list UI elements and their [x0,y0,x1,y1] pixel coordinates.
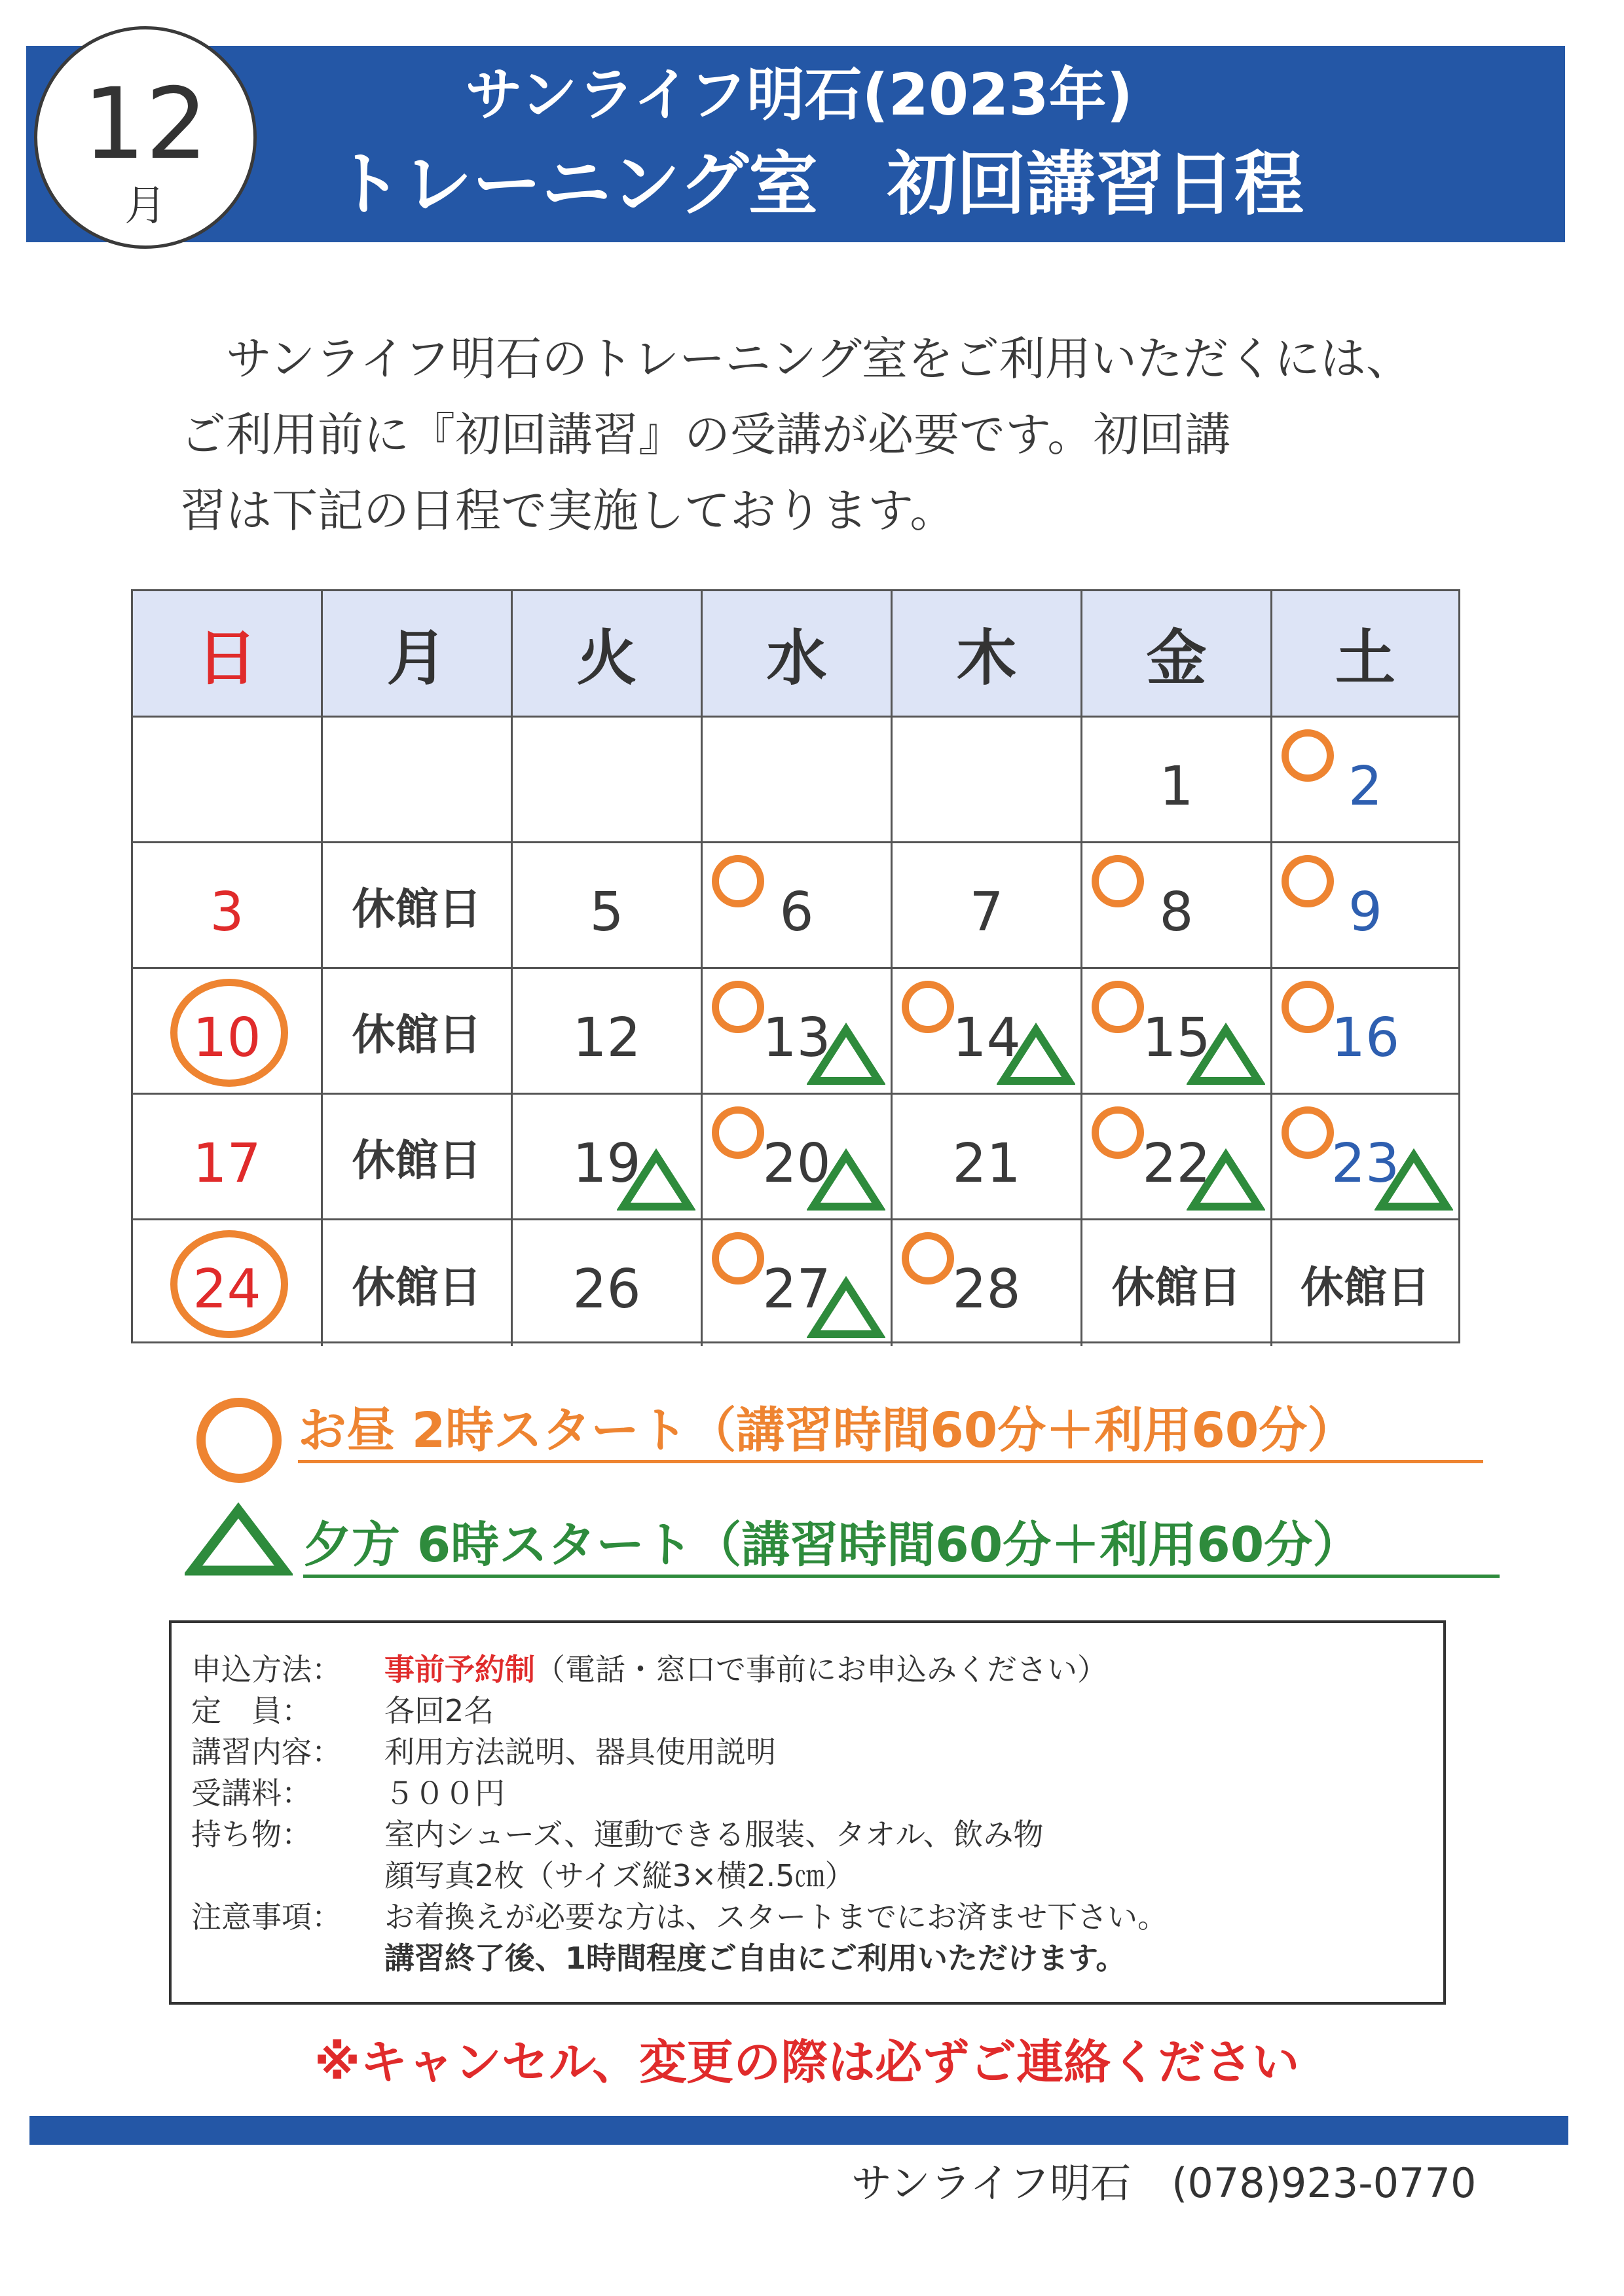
schedule-calendar [131,589,1460,1343]
footer-contact: サンライフ明石 (078)923-0770 [851,2159,1477,2207]
calendar-day [323,843,513,969]
green-triangle-icon [807,1275,885,1341]
footer-banner [29,2116,1568,2145]
green-triangle-icon [807,1148,885,1213]
day-number: 2 [1348,756,1383,818]
apply-method: 事前予約制 [384,1652,535,1687]
calendar-day [513,1220,703,1346]
weekday-header [133,591,323,718]
capacity-value: 各回2名 [384,1693,494,1728]
fee-label: 受講料： [191,1776,312,1811]
calendar-day [703,1095,893,1220]
calendar-day [1272,1095,1458,1220]
green-triangle-icon [185,1503,293,1578]
apply-label: 申込方法： [191,1652,342,1687]
day-number: 27 [762,1258,831,1321]
apply-value [384,1649,1107,1690]
day-number: 13 [762,1007,831,1069]
closed-day-label: 休館日 [352,884,482,934]
month-unit: 月 [124,182,166,230]
page-title-line1: サンライフ明石(2023年) [465,61,1133,128]
calendar-day [1082,1095,1272,1220]
calendar-day [133,969,323,1095]
weekday-header [1082,591,1272,718]
weekday-header [1272,591,1458,718]
calendar-day [323,1220,513,1346]
calendar-day [893,1095,1082,1220]
day-number: 17 [193,1133,261,1195]
closed-day-label: 休館日 [352,1262,482,1313]
legend-afternoon: お昼 2時スタート（講習時間60分＋利用60分） [298,1401,1483,1463]
calendar-day [513,843,703,969]
day-number: 3 [210,881,244,943]
calendar-day [323,718,513,843]
day-number: 7 [969,881,1004,943]
cancel-notice: ※キャンセル、変更の際は必ずご連絡ください [314,2035,1300,2090]
calendar-day [1272,718,1458,843]
green-triangle-icon [807,1022,885,1087]
weekday-header [893,591,1082,718]
calendar-day [703,969,893,1095]
green-triangle-icon [1187,1148,1265,1213]
weekday-label: 月 [386,623,447,693]
closed-day-label: 休館日 [352,1135,482,1186]
weekday-label: 水 [766,623,827,693]
weekday-label: 木 [956,623,1017,693]
day-number: 14 [952,1007,1021,1069]
intro-line: 習は下記の日程で実施しております。 [180,484,956,538]
day-number: 6 [779,881,814,943]
green-triangle-icon [1187,1022,1265,1087]
intro-line: サンライフ明石のトレーニング室をご利用いただくには、 [180,332,1412,386]
calendar-day [893,718,1082,843]
calendar-day [513,1095,703,1220]
day-number: 28 [952,1258,1021,1321]
calendar-day [703,718,893,843]
calendar-day [513,969,703,1095]
month-badge [34,26,257,249]
capacity-label: 定 員： [191,1693,312,1728]
intro-paragraph [180,321,1424,549]
calendar-day [1082,718,1272,843]
calendar-day [703,1220,893,1346]
day-number: 21 [952,1133,1021,1195]
intro-line: ご利用前に『初回講習』の受講が必要です。初回講 [180,408,1231,462]
calendar-day [893,843,1082,969]
calendar-day [1082,969,1272,1095]
items-label: 持ち物： [191,1817,312,1852]
apply-note: （電話・窓口で事前にお申込みください） [535,1652,1107,1687]
day-number: 26 [572,1258,641,1321]
orange-circle-icon [196,1398,282,1483]
calendar-day [1272,843,1458,969]
info-box [169,1620,1446,2005]
page-title-line2: トレーニング室 初回講習日程 [333,144,1304,225]
day-number: 12 [572,1007,641,1069]
day-number: 5 [589,881,624,943]
closed-day-label: 休館日 [352,1010,482,1060]
calendar-day [893,969,1082,1095]
calendar-day [1272,969,1458,1095]
calendar-day [1082,1220,1272,1346]
day-number: 20 [762,1133,831,1195]
calendar-day [133,1220,323,1346]
day-number: 24 [193,1258,261,1321]
day-number: 23 [1331,1133,1400,1195]
calendar-day [133,843,323,969]
legend-evening: 夕方 6時スタート（講習時間60分＋利用60分） [303,1516,1500,1578]
day-number: 22 [1142,1133,1211,1195]
notes-label: 注意事項： [191,1899,342,1935]
day-number: 8 [1159,881,1194,943]
day-number: 1 [1159,756,1194,818]
content-value: 利用方法説明、器具使用説明 [384,1734,776,1770]
items-value: 室内シューズ、運動できる服装、タオル、飲み物 [384,1817,1044,1852]
weekday-header [703,591,893,718]
green-triangle-icon [997,1022,1075,1087]
weekday-label: 土 [1335,623,1395,693]
weekday-header [323,591,513,718]
day-number: 19 [572,1133,641,1195]
month-number: 12 [83,67,208,181]
weekday-label: 日 [196,623,257,693]
green-triangle-icon [1375,1148,1453,1213]
green-triangle-icon [617,1148,695,1213]
day-number: 16 [1331,1007,1400,1069]
content-label: 講習内容： [191,1734,342,1770]
weekday-label: 金 [1146,623,1207,693]
calendar-day [1272,1220,1458,1346]
closed-day-label: 休館日 [1301,1262,1430,1313]
calendar-day [323,969,513,1095]
day-number: 15 [1142,1007,1211,1069]
day-number: 10 [193,1007,261,1069]
calendar-day [133,1095,323,1220]
notes-value-bold: 講習終了後、1時間程度ご自由にご利用いただけます。 [384,1941,1126,1976]
calendar-day [323,1095,513,1220]
calendar-day [703,843,893,969]
day-number: 9 [1348,881,1383,943]
items-value: 顔写真2枚（サイズ縦3×横2.5㎝） [384,1858,855,1893]
fee-value: ５００円 [384,1776,505,1811]
calendar-day [893,1220,1082,1346]
weekday-header [513,591,703,718]
calendar-day [1082,843,1272,969]
closed-day-label: 休館日 [1111,1262,1242,1313]
calendar-day [133,718,323,843]
weekday-label: 火 [576,623,637,693]
notes-value: お着換えが必要な方は、スタートまでにお済ませ下さい。 [384,1899,1168,1935]
calendar-day [513,718,703,843]
